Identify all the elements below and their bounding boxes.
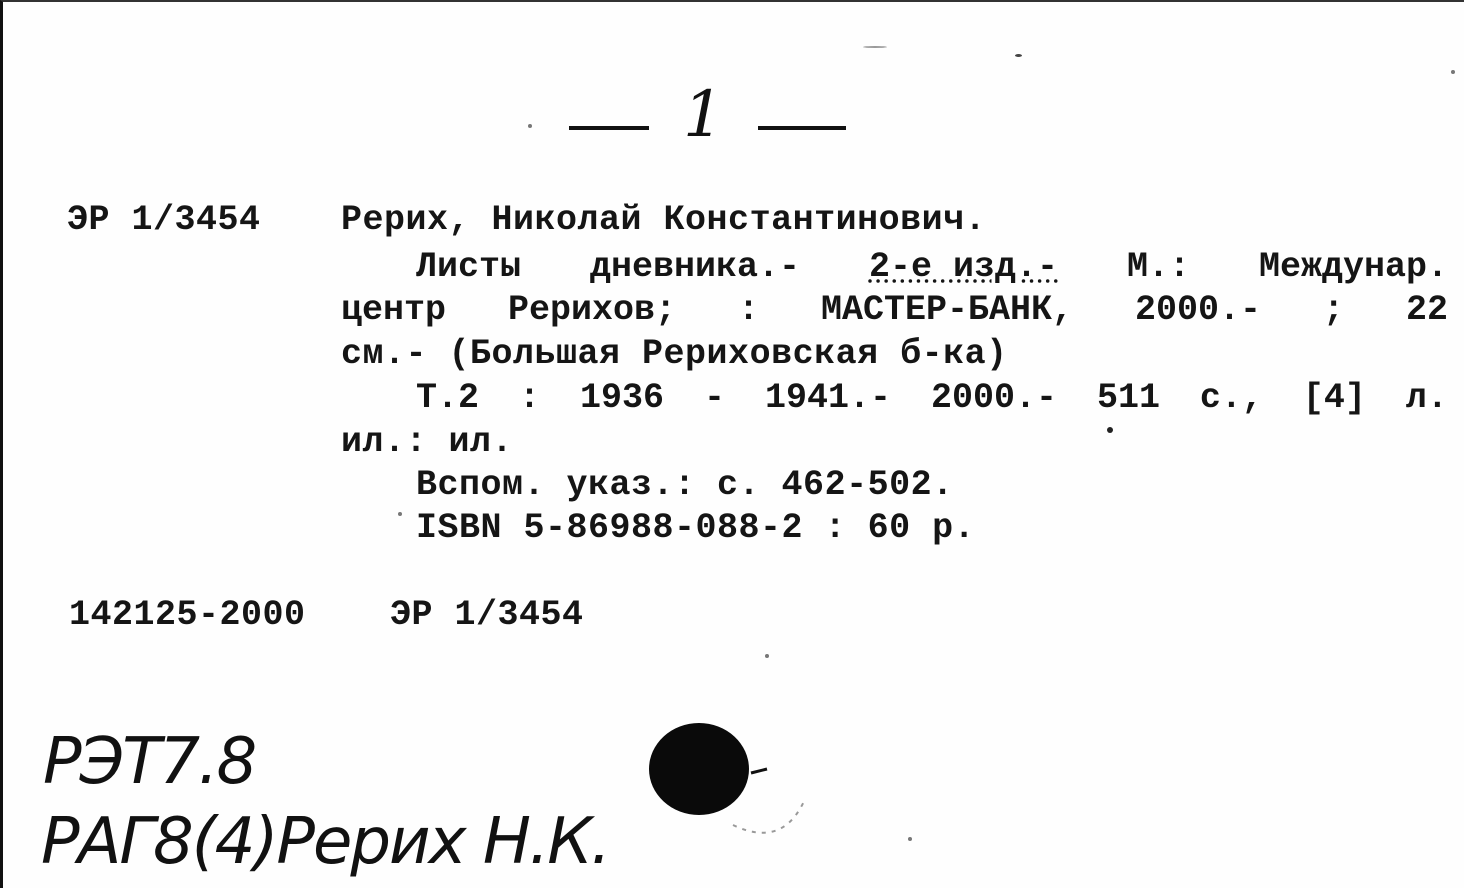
dimensions: 22	[1405, 290, 1448, 330]
punch-hole-icon	[633, 707, 813, 857]
publisher-word: Рерихов;	[508, 290, 677, 330]
scan-speck	[398, 512, 402, 516]
illustrations-line: ил.: ил.	[341, 422, 514, 462]
scan-speck	[765, 654, 769, 658]
header-dash-left	[569, 126, 649, 130]
volume-word: [4]	[1302, 378, 1366, 418]
volume-word: л.	[1405, 378, 1448, 418]
publisher-line	[341, 290, 1448, 330]
publisher-word: Междунар.	[1258, 247, 1448, 287]
volume-word: 1936	[579, 378, 664, 418]
scan-speck	[908, 837, 912, 841]
volume-word: 511	[1096, 378, 1160, 418]
publisher-word: центр	[341, 290, 447, 330]
series-line: см.- (Большая Рериховская б-ка)	[341, 334, 1008, 374]
volume-word: -	[703, 378, 725, 418]
volume-word: Т.2	[416, 378, 480, 418]
volume-word: 1941.-	[764, 378, 891, 418]
title-line	[416, 247, 1448, 287]
handwritten-classification: РЭТ7.8	[43, 725, 256, 799]
scan-speck	[1107, 427, 1113, 433]
publication-year: 2000.-	[1135, 290, 1262, 330]
accession-number: 142125-2000	[69, 595, 306, 635]
volume-word: 2000.-	[930, 378, 1057, 418]
author-heading: Рерих, Николай Константинович.	[341, 200, 987, 240]
volume-word: :	[518, 378, 540, 418]
call-number: ЭР 1/3454	[67, 200, 261, 240]
call-number-bottom: ЭР 1/3454	[390, 595, 584, 635]
publisher-name: МАСТЕР-БАНК,	[820, 290, 1074, 330]
separator: :	[738, 290, 760, 330]
scan-speck	[528, 124, 532, 128]
volume-line	[416, 378, 1448, 418]
scan-speck	[863, 46, 887, 48]
scan-speck	[1015, 54, 1022, 57]
card-number: 1	[683, 78, 724, 152]
title-word: дневника.-	[589, 247, 801, 287]
title-word: Листы	[416, 247, 522, 287]
handwritten-subject: РАГ8(4)Рерих Н.К.	[41, 805, 610, 879]
volume-word: с.,	[1199, 378, 1263, 418]
isbn-line: ISBN 5-86988-088-2 : 60 р.	[416, 508, 976, 548]
header-dash-right	[758, 126, 846, 130]
edition-statement: 2-е изд.-	[868, 247, 1059, 287]
separator: ;	[1323, 290, 1345, 330]
scan-speck	[1451, 70, 1455, 74]
index-note: Вспом. указ.: с. 462-502.	[416, 465, 954, 505]
place-of-publication: М.:	[1126, 247, 1190, 287]
